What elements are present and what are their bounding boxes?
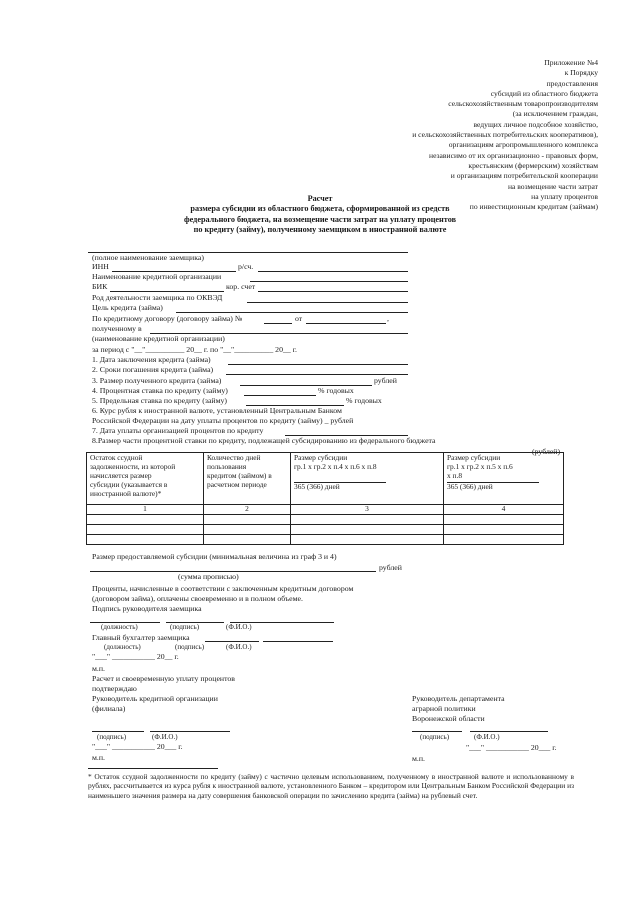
department-date-line: "___" ___________ 20___ г. <box>466 743 557 752</box>
title-line: размера субсидии из областного бюджета, сформированной из средств <box>190 204 450 214</box>
item-4-field[interactable] <box>244 395 316 396</box>
bank-name-label: Наименование кредитной организации <box>92 272 222 281</box>
signature-caption-2: (подпись) <box>175 643 205 651</box>
bik-label: БИК <box>92 282 108 291</box>
position-caption-2: (должность) <box>104 643 141 651</box>
table-cell[interactable] <box>291 524 444 534</box>
item-5-unit: % годовых <box>346 396 382 405</box>
contract-from-label: от <box>295 314 303 323</box>
department-stamp-place: м.п. <box>412 754 426 763</box>
table-cell[interactable] <box>444 534 564 544</box>
header-line: Приложение №4 <box>544 58 598 67</box>
header-line: и организациям потребительской кооперации <box>450 171 598 181</box>
table-cell[interactable] <box>444 524 564 534</box>
purpose-field[interactable] <box>176 312 408 313</box>
table-row <box>87 505 564 515</box>
header-subsidy-rate: Размер субсидии гр.1 х гр.2 х п.4 х п.6 х п.8 365 (366) дней <box>291 453 444 505</box>
bank-name-field[interactable] <box>250 281 408 282</box>
head-signature-label: Подпись руководителя заемщика <box>92 604 202 613</box>
table-row[interactable] <box>87 524 564 534</box>
bank-signature-caption: (подпись) <box>97 733 127 741</box>
confirm-line-a: Расчет и своевременную уплату процентов <box>92 674 235 683</box>
table-cell[interactable] <box>444 514 564 524</box>
contract-date-field[interactable] <box>306 323 386 324</box>
interest-paid-line-a: Проценты, начисленные в соответствии с заключенным кредитным договором <box>92 584 354 593</box>
fio-caption-2: (Ф.И.О.) <box>226 643 252 651</box>
date-line-1: "___" ___________ 20__ г. <box>92 652 179 661</box>
department-fio-caption: (Ф.И.О.) <box>474 733 500 741</box>
table-row[interactable] <box>87 514 564 524</box>
department-head-label-b: аграрной политики <box>412 704 476 713</box>
bank-caption: (наименование кредитной организации) <box>92 334 225 343</box>
table-cell[interactable] <box>204 514 291 524</box>
department-head-label-c: Воронежской области <box>412 714 485 723</box>
bik-field[interactable] <box>110 291 224 292</box>
contract-number-field[interactable] <box>264 323 292 324</box>
table-cell[interactable] <box>291 514 444 524</box>
corr-account-label: кор. счет <box>226 282 256 291</box>
accountant-signature-field[interactable] <box>205 641 259 642</box>
contract-label: По кредитному договору (договору займа) № <box>92 314 243 323</box>
position-caption: (должность) <box>101 623 138 631</box>
comma: , <box>387 314 389 323</box>
col-number-1: 1 <box>87 505 204 515</box>
item-6-label-b: Российской Федерации на дату уплаты процентов по кредиту (займу) _ рублей <box>92 416 354 425</box>
header-line: независимо от их организационно - правовых форм, <box>429 150 598 160</box>
subsidy-amount-unit: рублей <box>379 563 402 572</box>
item-4-label: 4. Процентная ставка по кредиту (займу) <box>92 386 228 395</box>
inn-label: ИНН <box>92 262 109 271</box>
header-balance: Остаток ссудной задолженности, из которой начисляется размер субсидии (указывается в иностранной валюте)* <box>87 453 204 505</box>
appendix-header <box>338 58 598 212</box>
item-8-label: 8.Размер части процентной ставки по кредиту, подлежащей субсидированию из федерального бюджета <box>92 436 436 445</box>
corr-account-field[interactable] <box>258 291 408 292</box>
footnote-separator <box>88 768 218 769</box>
activity-label: Род деятельности заемщика по ОКВЭД <box>92 293 223 302</box>
item-6-label-a: 6. Курс рубля к иностранной валюте, установленный Центральным Банком <box>92 406 342 415</box>
header-line: (за исключением граждан, <box>512 109 598 119</box>
header-line: сельскохозяйственным товаропроизводителям <box>448 99 598 109</box>
document-title <box>0 191 640 235</box>
header-subsidy-limit: Размер субсидии гр.1 х гр.2 х п.5 х п.6 х п.8 365 (366) дней <box>444 453 564 505</box>
activity-field[interactable] <box>247 302 408 303</box>
title-line: федерального бюджета, на возмещение части затрат на уплату процентов <box>183 214 457 224</box>
item-3-label: 3. Размер полученного кредита (займа) <box>92 376 222 385</box>
bank-date-line: "___" ___________ 20___ г. <box>92 742 183 751</box>
header-line: крестьянским (фермерским) хозяйствам <box>468 160 598 170</box>
bank-signature-field[interactable] <box>92 731 144 732</box>
item-1-field[interactable] <box>228 364 408 365</box>
item-7-label: 7. Дата уплаты организацией процентов по кредиту <box>92 426 264 435</box>
received-in-label: полученному в <box>92 324 142 333</box>
header-line: по инвестиционным кредитам (займам) <box>469 202 598 212</box>
account-field[interactable] <box>258 271 408 272</box>
table-cell[interactable] <box>204 534 291 544</box>
title-line: Расчет <box>307 194 333 203</box>
table-cell[interactable] <box>87 514 204 524</box>
table-header-row <box>87 453 564 505</box>
signature-caption: (подпись) <box>170 623 200 631</box>
borrower-name-caption: (полное наименование заемщика) <box>92 253 204 262</box>
item-1-label: 1. Дата заключения кредита (займа) <box>92 355 211 364</box>
confirm-line-b: подтверждаю <box>92 684 137 693</box>
table-cell[interactable] <box>87 534 204 544</box>
header-line: и сельскохозяйственных потребительских кооперативов), <box>412 130 598 140</box>
header-line: организациям агропромышленного комплекса <box>448 140 598 150</box>
col-number-3: 3 <box>291 505 444 515</box>
header-line: к Порядку <box>564 68 598 78</box>
col-number-4: 4 <box>444 505 564 515</box>
accountant-fio-field[interactable] <box>263 641 333 642</box>
header-line: субсидий из областного бюджета <box>490 88 598 98</box>
account-label: р/сч. <box>238 262 254 271</box>
bank-head-label-b: (филиала) <box>92 704 126 713</box>
period-label: за период с "__"__________ 20__ г. по "__"__________ 20__ г. <box>92 345 297 354</box>
item-3-unit: рублей <box>374 376 397 385</box>
chief-accountant-label: Главный бухгалтер заемщика <box>92 633 190 642</box>
item-5-label: 5. Предельная ставка по кредиту (займу) <box>92 396 228 405</box>
item-2-field[interactable] <box>226 374 408 375</box>
bank-head-label-a: Руководитель кредитной организации <box>92 694 218 703</box>
bank-fio-field[interactable] <box>150 731 230 732</box>
item-4-unit: % годовых <box>318 386 354 395</box>
title-line: по кредиту (займу), полученному заемщиком в иностранной валюте <box>193 224 447 234</box>
subsidy-amount-label: Размер предоставляемой субсидии (минимальная величина из граф 3 и 4) <box>92 552 337 561</box>
table-cell[interactable] <box>87 524 204 534</box>
currency-note: (рублей) <box>532 447 561 456</box>
bank-fio-caption: (Ф.И.О.) <box>152 733 178 741</box>
department-signature-caption: (подпись) <box>420 733 450 741</box>
item-2-label: 2. Сроки погашения кредита (займа) <box>92 365 214 374</box>
interest-paid-line-b: (договором займа), оплачены своевременно и в полном объеме. <box>92 594 303 603</box>
col-number-2: 2 <box>204 505 291 515</box>
header-line: на уплату процентов <box>531 191 598 201</box>
subsidy-calculation-table <box>86 452 564 545</box>
footnote: * Остаток ссудной задолженности по кредиту (займу) с частично целевым использованием, полученному в иностранной валюте и использованному в рублях, рассчитывается из курса рубля к иностранной валюте, установленного Банком – кредитором или Центральным Банком Российской Федерации из наименьшего значения размера на дату совершения банковской операции по зачислению кредита (займа) на рублевый счет. <box>88 772 574 800</box>
stamp-place-1: м.п. <box>92 664 106 673</box>
table-cell[interactable] <box>204 524 291 534</box>
in-words-caption: (сумма прописью) <box>178 572 239 581</box>
department-fio-field[interactable] <box>470 731 548 732</box>
department-signature-field[interactable] <box>412 731 462 732</box>
purpose-label: Цель кредита (займа) <box>92 303 163 312</box>
table-row[interactable] <box>87 534 564 544</box>
fio-caption: (Ф.И.О.) <box>226 623 252 631</box>
department-head-label-a: Руководитель департамента <box>412 694 505 703</box>
header-line: ведущих личное подсобное хозяйство, <box>473 119 598 129</box>
header-days: Количество дней пользования кредитом (займом) в расчетном периоде <box>204 453 291 505</box>
header-line: предоставления <box>546 78 598 88</box>
header-line: на возмещение части затрат <box>507 181 598 191</box>
table-cell[interactable] <box>291 534 444 544</box>
bank-stamp-place: м.п. <box>92 753 106 762</box>
